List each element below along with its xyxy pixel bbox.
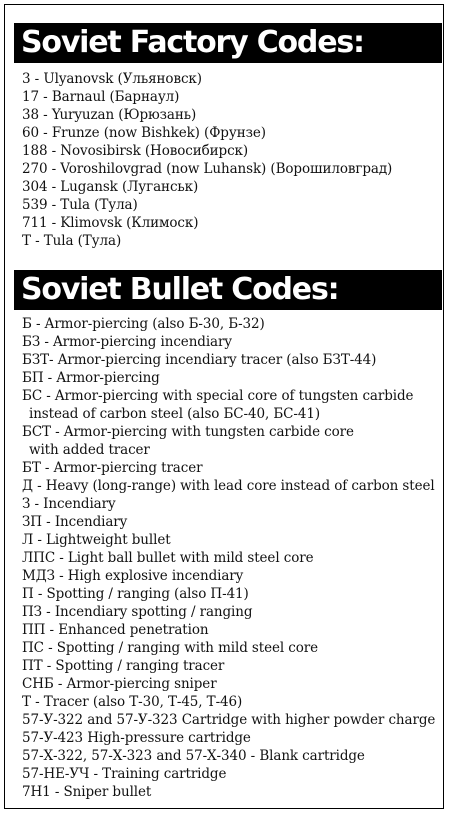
list-item: ЛПС - Light ball bullet with mild steel core <box>22 550 314 566</box>
list-item: СНБ - Armor-piercing sniper <box>22 676 217 692</box>
list-item: 57-НЕ-УЧ - Training cartridge <box>22 766 227 782</box>
list-item: 539 - Tula (Тула) <box>22 197 138 213</box>
list-item: ПП - Enhanced penetration <box>22 622 209 638</box>
list-item: БЗ - Armor-piercing incendiary <box>22 334 232 350</box>
bullet-codes-heading: Soviet Bullet Codes: <box>14 270 442 310</box>
list-item-continuation: instead of carbon steel (also БС-40, БС-41) <box>29 406 321 422</box>
list-item: T - Tula (Тула) <box>22 233 122 249</box>
list-item: 711 - Klimovsk (Климоск) <box>22 215 199 231</box>
list-item: Б - Armor-piercing (also Б-30, Б-32) <box>22 316 265 332</box>
list-item: БП - Armor-piercing <box>22 370 160 386</box>
list-item: ЗП - Incendiary <box>22 514 128 530</box>
list-item: 57-У-423 High-pressure cartridge <box>22 730 251 746</box>
list-item-continuation: with added tracer <box>29 442 150 458</box>
list-item: 304 - Lugansk (Луганськ) <box>22 179 199 195</box>
list-item: 17 - Barnaul (Барнаул) <box>22 89 180 105</box>
list-item: БСТ - Armor-piercing with tungsten carbide core <box>22 424 354 440</box>
list-item: ПС - Spotting / ranging with mild steel core <box>22 640 319 656</box>
factory-codes-heading: Soviet Factory Codes: <box>14 23 442 63</box>
list-item: Д - Heavy (long-range) with lead core instead of carbon steel <box>22 478 435 494</box>
list-item: З - Incendiary <box>22 496 116 512</box>
list-item: 60 - Frunze (now Bishkek) (Фрунзе) <box>22 125 266 141</box>
list-item: БС - Armor-piercing with special core of tungsten carbide <box>22 388 414 404</box>
factory-codes-list <box>22 70 442 250</box>
list-item: МДЗ - High explosive incendiary <box>22 568 244 584</box>
list-item: П - Spotting / ranging (also П-41) <box>22 586 249 602</box>
list-item: БТ - Armor-piercing tracer <box>22 460 203 476</box>
list-item: 57-У-322 and 57-У-323 Cartridge with higher powder charge <box>22 712 436 728</box>
list-item: 38 - Yuryuzan (Юрюзань) <box>22 107 197 123</box>
list-item: ПЗ - Incendiary spotting / ranging <box>22 604 253 620</box>
list-item: ПТ - Spotting / ranging tracer <box>22 658 225 674</box>
list-item: Л - Lightweight bullet <box>22 532 171 548</box>
list-item: 7Н1 - Sniper bullet <box>22 784 152 800</box>
list-item: 3 - Ulyanovsk (Ульяновск) <box>22 71 202 87</box>
bullet-codes-list <box>22 315 442 801</box>
list-item: 270 - Voroshilovgrad (now Luhansk) (Ворошиловград) <box>22 161 393 177</box>
list-item: БЗТ- Armor-piercing incendiary tracer (also БЗТ-44) <box>22 352 377 368</box>
document-frame <box>4 4 444 809</box>
list-item: 57-Х-322, 57-Х-323 and 57-Х-340 - Blank cartridge <box>22 748 365 764</box>
list-item: 188 - Novosibirsk (Новосибирск) <box>22 143 249 159</box>
list-item: Т - Tracer (also Т-30, Т-45, Т-46) <box>22 694 243 710</box>
